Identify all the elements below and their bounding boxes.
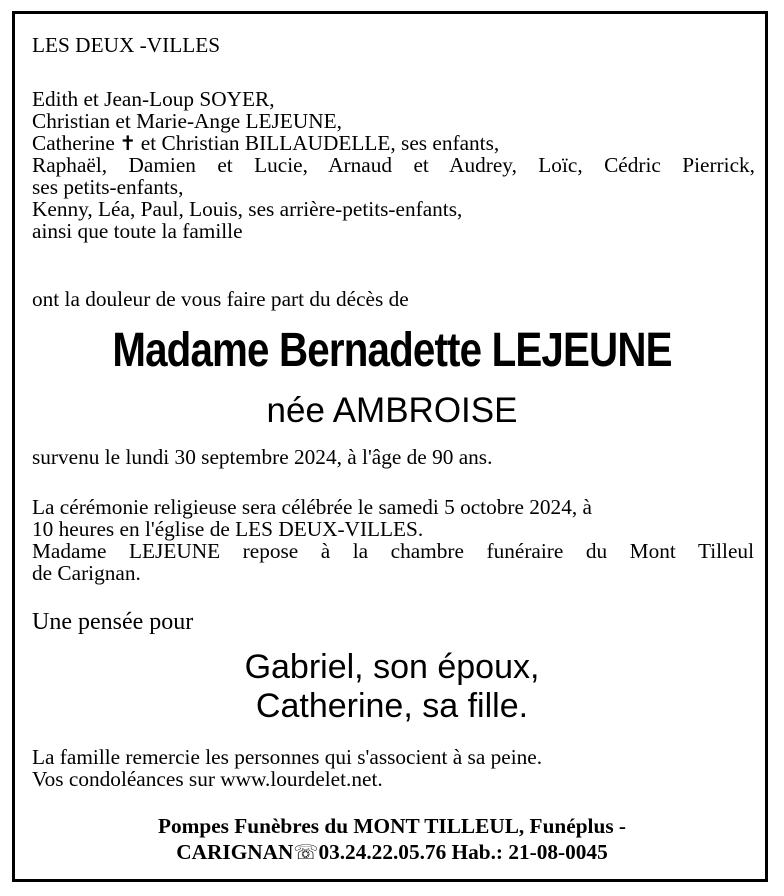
thought-line: Catherine, sa fille. xyxy=(255,687,529,725)
funeral-home-license: Hab.: 21-08-0045 xyxy=(451,840,608,864)
family-line xyxy=(32,132,755,154)
phone-icon: ☏ xyxy=(293,840,319,864)
cross-icon: ✝ xyxy=(119,131,137,155)
thought-intro-text: Une pensée pour xyxy=(32,609,194,635)
family-name-christian: et Christian BILLAUDELLE, ses enfants, xyxy=(140,131,500,155)
ceremony-line: 10 heures en l'église de LES DEUX-VILLES. xyxy=(32,517,424,541)
ceremony-line: de Carignan. xyxy=(32,561,141,585)
announcement-text: ont la douleur de vous faire part du décès de xyxy=(32,287,409,311)
ceremony-line: La cérémonie religieuse sera célébrée le samedi 5 octobre 2024, à xyxy=(32,495,592,519)
thought-line: Gabriel, son époux, xyxy=(244,648,540,686)
thanks xyxy=(32,746,752,790)
ceremony-info xyxy=(32,496,754,584)
deceased-name: Madame Bernadette LEJEUNE xyxy=(112,324,672,377)
thought-names xyxy=(0,648,784,726)
death-info xyxy=(32,446,752,468)
funeral-home-city: CARIGNAN xyxy=(176,840,294,864)
funeral-home xyxy=(0,813,784,865)
thought-intro xyxy=(32,609,752,635)
thanks-line: Vos condoléances sur www.lourdelet.net. xyxy=(32,767,383,791)
family-name-catherine: Catherine xyxy=(32,131,115,155)
funeral-home-contact xyxy=(0,839,784,865)
location-header xyxy=(32,34,752,56)
family-line: ses petits-enfants, xyxy=(32,175,184,199)
family-line: ainsi que toute la famille xyxy=(32,219,243,243)
family-line: Raphaël, Damien et Lucie, Arnaud et Audrey, Loïc, Cédric Pierrick, xyxy=(32,153,755,177)
thanks-line: La famille remercie les personnes qui s'associent à sa peine. xyxy=(32,745,543,769)
family-list xyxy=(32,88,755,242)
family-line: Christian et Marie-Ange LEJEUNE, xyxy=(32,109,342,133)
death-info-text: survenu le lundi 30 septembre 2024, à l'âge de 90 ans. xyxy=(32,445,493,469)
ceremony-line: Madame LEJEUNE repose à la chambre funéraire du Mont Tilleul xyxy=(32,539,754,563)
family-line: Kenny, Léa, Paul, Louis, ses arrière-petits-enfants, xyxy=(32,197,463,221)
maiden-name: née AMBROISE xyxy=(266,391,518,430)
location-header-text: LES DEUX -VILLES xyxy=(32,33,221,57)
announcement xyxy=(32,288,752,310)
funeral-home-phone: 03.24.22.05.76 xyxy=(318,840,447,864)
funeral-home-name: Pompes Funèbres du MONT TILLEUL, Funéplus - xyxy=(157,814,627,838)
family-line: Edith et Jean-Loup SOYER, xyxy=(32,87,275,111)
